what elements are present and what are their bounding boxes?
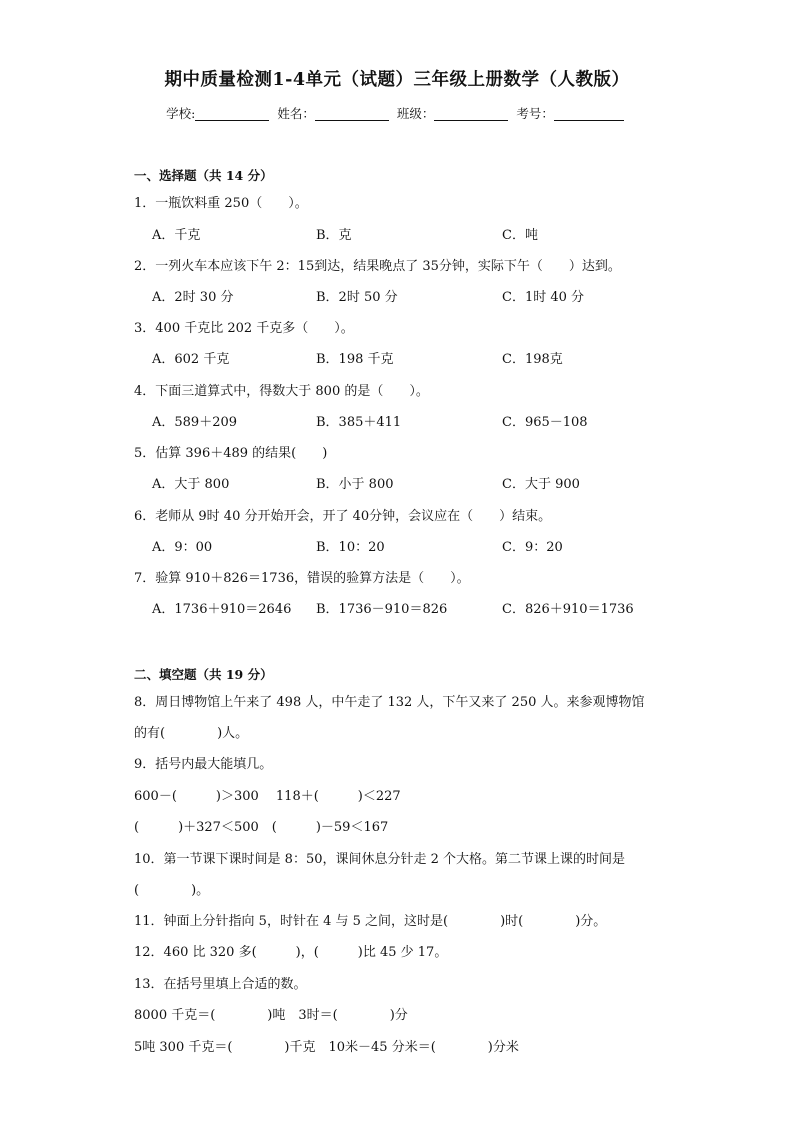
question-5-option-c: C．大于 900 xyxy=(502,477,580,492)
class-blank xyxy=(434,106,508,121)
question-4-option-a: A．589＋209 xyxy=(152,415,238,430)
name-label: 姓名： xyxy=(277,106,315,121)
section-heading-choice: 一、选择题（共 14 分） xyxy=(134,168,273,183)
question-3: 3．400 千克比 202 千克多（ ）。 xyxy=(134,321,354,336)
question-4: 4．下面三道算式中，得数大于 800 的是（ ）。 xyxy=(134,384,429,399)
section-heading-fill-blank: 二、填空题（共 19 分） xyxy=(134,667,273,682)
name-blank xyxy=(315,106,389,121)
question-4-option-c: C．965－108 xyxy=(502,415,588,430)
question-3-option-b: B．198 千克 xyxy=(316,352,394,367)
question-7-option-a: A．1736＋910＝2646 xyxy=(152,602,292,617)
page-title: 期中质量检测1-4单元（试题）三年级上册数学（人教版） xyxy=(164,70,630,90)
question-1-option-b: B．克 xyxy=(316,228,352,243)
question-7-option-b: B．1736－910＝826 xyxy=(316,602,448,617)
exam-number-blank xyxy=(554,106,624,121)
question-13-row-2: 5吨 300 千克＝( )千克 10米－45 分米＝( )分米 xyxy=(134,1040,519,1055)
class-label: 班级： xyxy=(396,106,435,121)
question-4-option-b: B．385＋411 xyxy=(316,415,402,430)
question-5-option-a: A．大于 800 xyxy=(152,477,230,492)
question-1-option-a: A．千克 xyxy=(152,228,201,243)
question-10-line-1: 10．第一节课下课时间是 8：50，课间休息分针走 2 个大格。第二节课上课的时间是 xyxy=(134,852,626,867)
question-13-row-1: 8000 千克＝( )吨 3时＝( )分 xyxy=(134,1008,408,1023)
question-7-option-c: C．826＋910＝1736 xyxy=(502,602,634,617)
question-9: 9．括号内最大能填几。 xyxy=(134,757,273,772)
question-2: 2．一列火车本应该下午 2：15到达，结果晚点了 35分钟，实际下午（ ）达到。 xyxy=(134,259,621,274)
student-info-row xyxy=(0,104,794,122)
question-3-option-c: C．198克 xyxy=(502,352,563,367)
question-9-row-2: ( )＋327＜500 ( )－59＜167 xyxy=(134,820,389,835)
question-6-option-a: A．9：00 xyxy=(152,540,213,555)
question-7: 7．验算 910＋826＝1736，错误的验算方法是（ ）。 xyxy=(134,571,470,586)
question-9-row-1: 600－( )＞300 118＋( )＜227 xyxy=(134,789,401,804)
question-6-option-c: C．9：20 xyxy=(502,540,563,555)
question-5-option-b: B．小于 800 xyxy=(316,477,394,492)
exam-number-label: 考号： xyxy=(516,106,554,121)
question-8-line-1: 8．周日博物馆上午来了 498 人，中午走了 132 人，下午又来了 250 人。来参观博物馆 xyxy=(134,695,645,710)
question-8-line-2: 的有( )人。 xyxy=(134,726,249,741)
question-12: 12．460 比 320 多( )，( )比 45 少 17。 xyxy=(134,945,448,960)
question-11: 11．钟面上分针指向 5，时针在 4 与 5 之间，这时是( )时( )分。 xyxy=(134,914,607,929)
question-2-option-b: B．2时 50 分 xyxy=(316,290,398,305)
question-6-option-b: B．10：20 xyxy=(316,540,385,555)
question-1: 1．一瓶饮料重 250（ ）。 xyxy=(134,196,308,211)
question-1-option-c: C．吨 xyxy=(502,228,538,243)
question-13: 13．在括号里填上合适的数。 xyxy=(134,977,307,992)
school-label: 学校: xyxy=(166,106,196,121)
question-2-option-a: A．2时 30 分 xyxy=(152,290,234,305)
school-blank xyxy=(195,106,269,121)
question-2-option-c: C．1时 40 分 xyxy=(502,290,585,305)
question-10-line-2: ( )。 xyxy=(134,883,210,898)
question-5: 5．估算 396＋489 的结果( ) xyxy=(134,446,328,461)
question-6: 6．老师从 9时 40 分开始开会，开了 40分钟，会议应在（ ）结束。 xyxy=(134,509,552,524)
question-3-option-a: A．602 千克 xyxy=(152,352,230,367)
